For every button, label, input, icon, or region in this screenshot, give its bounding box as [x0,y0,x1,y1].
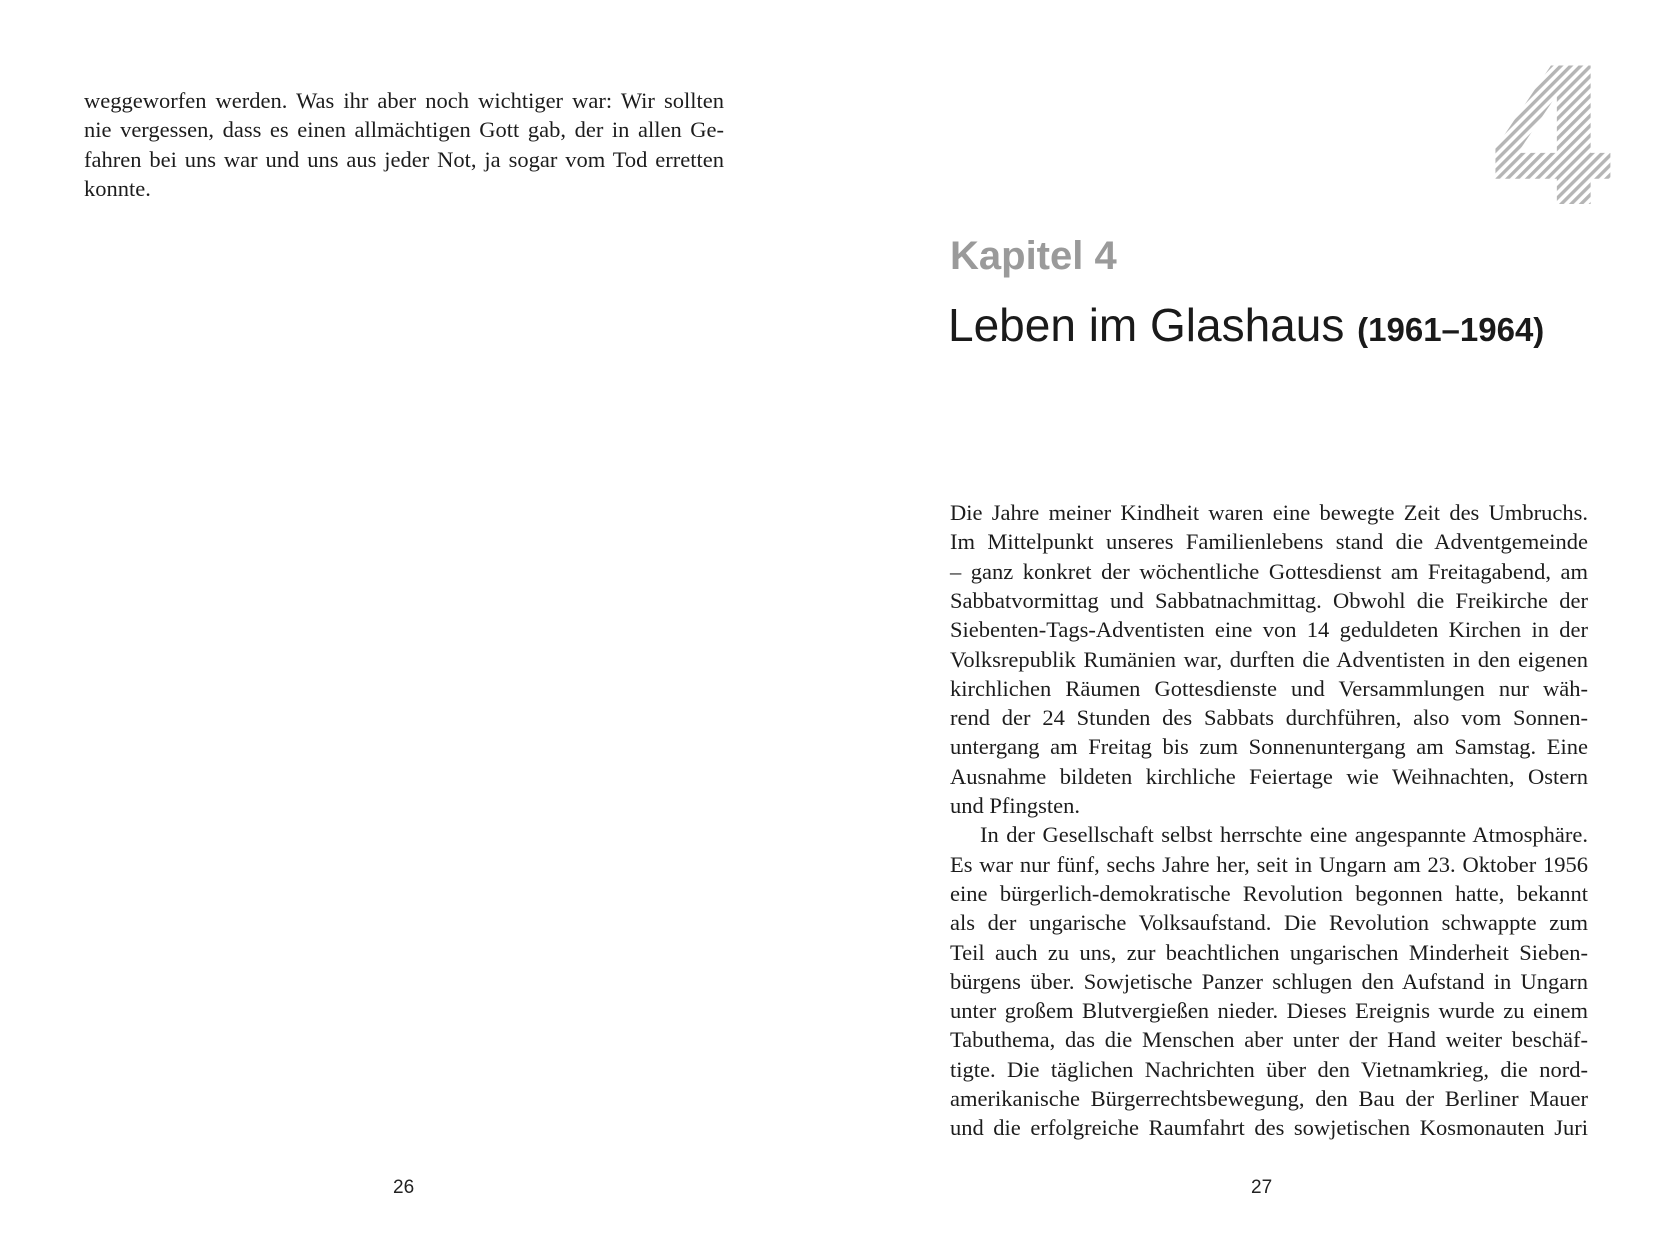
text-line: untergang am Freitag bis zum Sonnenuntergang am Samstag. Eine [950,734,1588,760]
text-line: eine bürgerlich-demokratische Revolution begonnen hatte, bekannt [950,880,1588,906]
chapter-numeral-graphic [1486,28,1620,249]
text-line: Volksrepublik Rumänien war, durften die Adventisten in den eigenen [950,646,1588,672]
right-page [827,0,1654,1240]
page-number-left: 26 [393,1177,415,1198]
text-line: – ganz konkret der wöchentliche Gottesdienst am Freitagabend, am [950,558,1588,584]
chapter-years: (1961–1964) [1357,311,1545,348]
text-line: kirchlichen Räumen Gottesdienste und Versammlungen nur wäh- [950,675,1588,701]
text-line: konnte. [84,175,151,201]
text-line: Siebenten-Tags-Adventisten eine von 14 geduldeten Kirchen in der [950,617,1588,643]
text-line: fahren bei uns war und uns aus jeder Not, ja sogar vom Tod erretten [84,146,724,172]
text-line: Im Mittelpunkt unseres Familienlebens stand die Adventgemeinde [950,529,1588,555]
chapter-title [948,297,1544,358]
chapter-label: Kapitel 4 [950,234,1117,278]
text-line: Ausnahme bildeten kirchliche Feiertage wie Weihnachten, Ostern [950,763,1588,789]
text-line: Tabuthema, das die Menschen aber unter der Hand weiter beschäf- [950,1027,1588,1053]
text-line: Die Jahre meiner Kindheit waren eine bewegte Zeit des Umbruchs. [950,500,1588,525]
text-line: Sabbatvormittag und Sabbatnachmittag. Obwohl die Freikirche der [950,587,1588,613]
text-line: Es war nur fünf, sechs Jahre her, seit in Ungarn am 23. Oktober 1956 [950,851,1588,877]
text-line: bürgens über. Sowjetische Panzer schlugen den Aufstand in Ungarn [950,968,1588,994]
text-line: weggeworfen werden. Was ihr aber noch wichtiger war: Wir sollten [84,88,724,113]
text-line: unter großem Blutvergießen nieder. Dieses Ereignis wurde zu einem [950,998,1588,1024]
text-line: und Pfingsten. [950,793,1081,818]
page-number-right: 27 [1251,1177,1273,1198]
text-line: und die erfolgreiche Raumfahrt des sowjetischen Kosmonauten Juri [950,1115,1588,1141]
text-line: als der ungarische Volksaufstand. Die Revolution schwappte zum [950,910,1588,936]
chapter-numeral: 4 [1486,28,1620,249]
text-line: Teil auch zu uns, zur beachtlichen ungarischen Minderheit Sieben- [950,939,1588,965]
text-line: In der Gesellschaft selbst herrschte eine angespannte Atmosphäre. [980,822,1588,848]
text-line: tigte. Die täglichen Nachrichten über den Vietnamkrieg, die nord- [950,1056,1588,1082]
text-line: nie vergessen, dass es einen allmächtigen Gott gab, der in allen Ge- [84,117,724,143]
text-line: amerikanische Bürgerrechtsbewegung, den Bau der Berliner Mauer [950,1086,1588,1111]
text-line: rend der 24 Stunden des Sabbats durchführen, also vom Sonnen- [950,705,1588,731]
chapter-title-text: Leben im Glashaus [948,299,1345,351]
